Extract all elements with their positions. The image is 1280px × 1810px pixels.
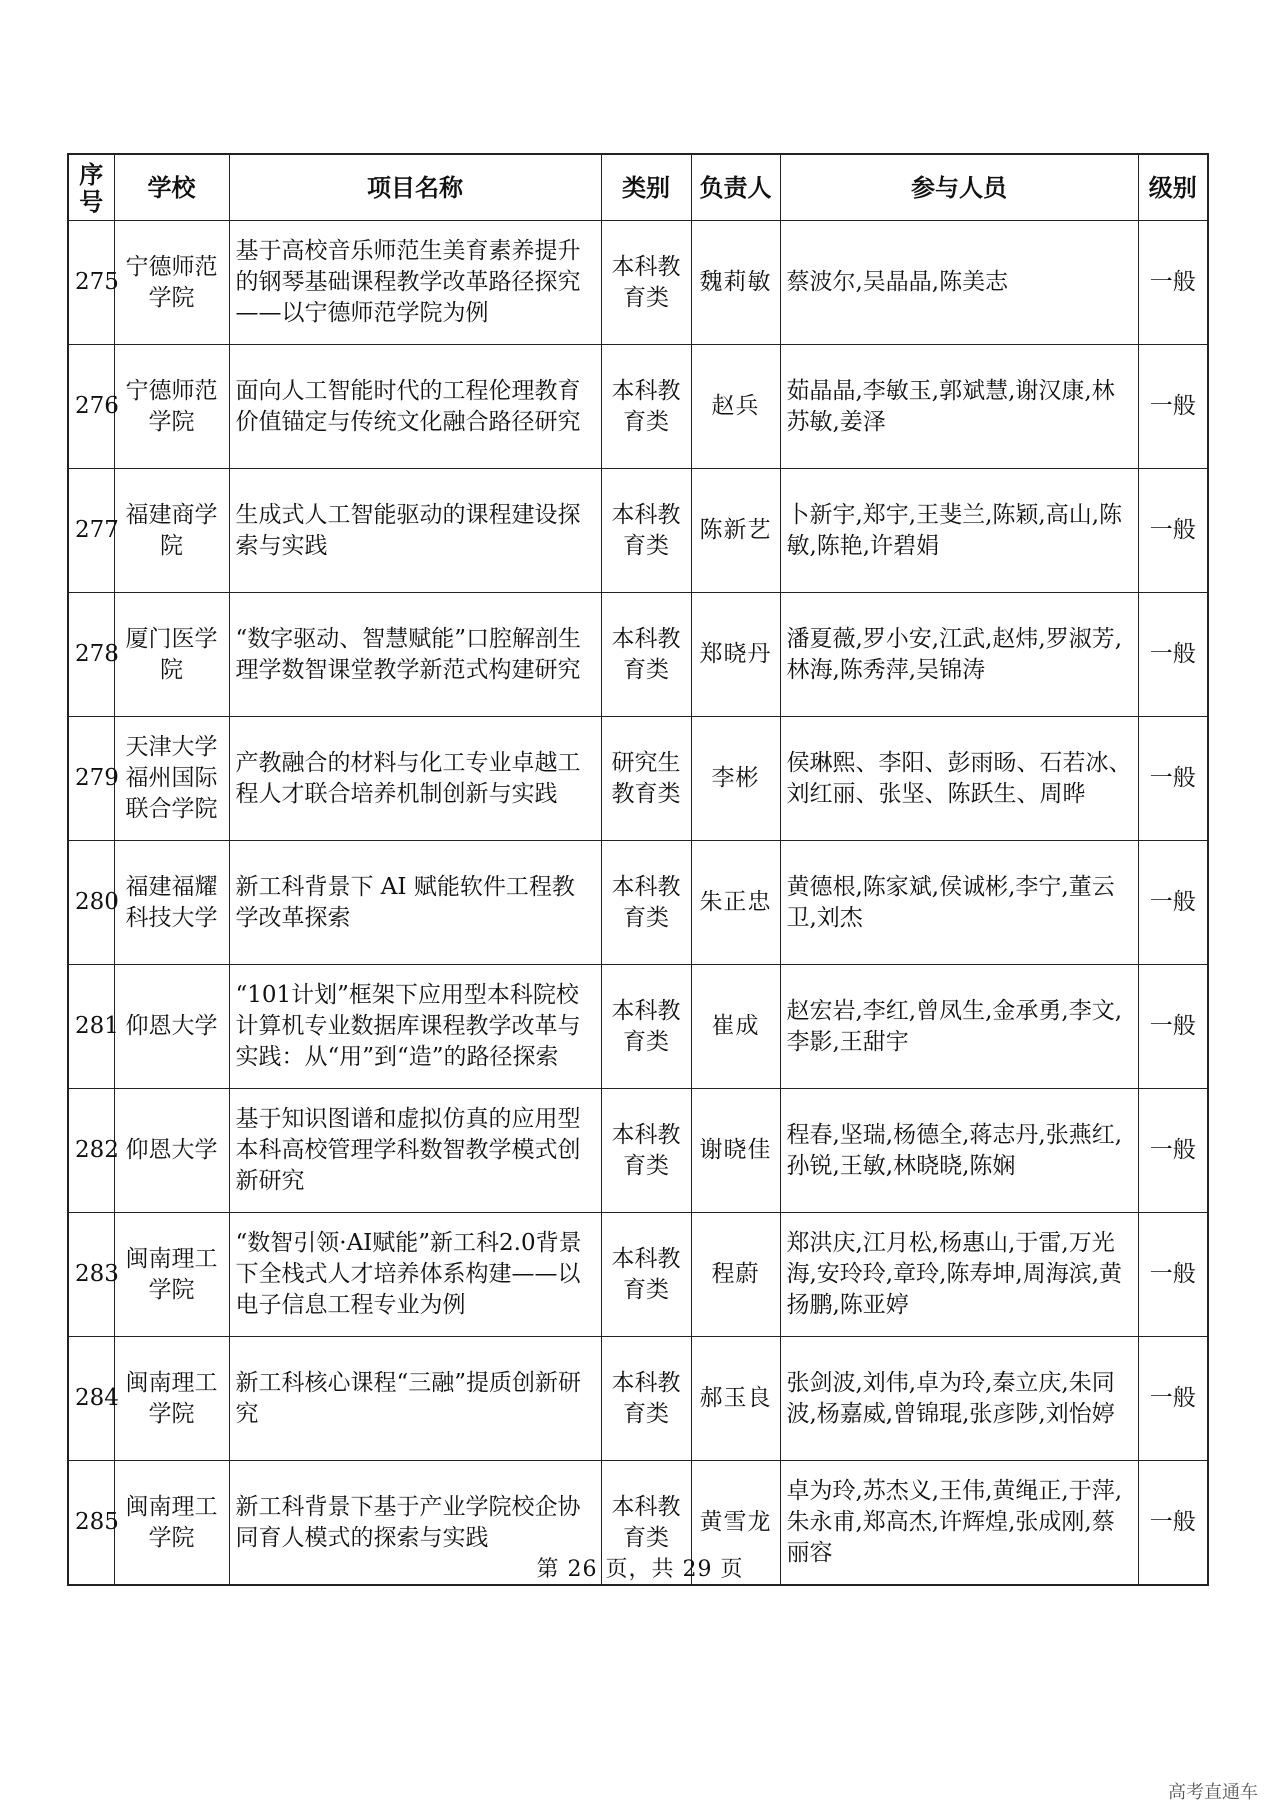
page-number: 第 26 页，共 29 页 (536, 1557, 744, 1582)
cell-members: 张剑波,刘伟,卓为玲,秦立庆,朱同波,杨嘉威,曾锦琨,张彦陟,刘怡婷 (780, 1337, 1138, 1461)
cell-leader: 魏莉敏 (691, 221, 780, 345)
cell-seq: 284 (68, 1337, 114, 1461)
table-row (68, 965, 1208, 1089)
cell-members: 黄德根,陈家斌,侯诚彬,李宁,董云卫,刘杰 (780, 841, 1138, 965)
cell-school: 闽南理工学院 (114, 1461, 229, 1586)
header-leader: 负责人 (691, 154, 780, 221)
cell-title: 新工科背景下 AI 赋能软件工程教学改革探索 (229, 841, 601, 965)
cell-category: 本科教育类 (601, 841, 691, 965)
cell-members: 卓为玲,苏杰义,王伟,黄绳正,于萍,朱永甫,郑高杰,许辉煌,张成刚,蔡丽容 (780, 1461, 1138, 1586)
cell-category: 本科教育类 (601, 965, 691, 1089)
cell-category: 本科教育类 (601, 469, 691, 593)
cell-leader: 谢晓佳 (691, 1089, 780, 1213)
cell-title: 产教融合的材料与化工专业卓越工程人才联合培养机制创新与实践 (229, 717, 601, 841)
cell-seq: 278 (68, 593, 114, 717)
cell-category: 本科教育类 (601, 1461, 691, 1586)
cell-category: 本科教育类 (601, 1213, 691, 1337)
cell-leader: 陈新艺 (691, 469, 780, 593)
header-members: 参与人员 (780, 154, 1138, 221)
cell-level: 一般 (1138, 965, 1208, 1089)
cell-members: 潘夏薇,罗小安,江武,赵炜,罗淑芳,林海,陈秀萍,吴锦涛 (780, 593, 1138, 717)
cell-leader: 郑晓丹 (691, 593, 780, 717)
cell-category: 本科教育类 (601, 1089, 691, 1213)
cell-title: “数字驱动、智慧赋能”口腔解剖生理学数智课堂教学新范式构建研究 (229, 593, 601, 717)
table-row (68, 717, 1208, 841)
cell-seq: 276 (68, 345, 114, 469)
cell-leader: 郝玉良 (691, 1337, 780, 1461)
header-row (68, 154, 1208, 221)
cell-category: 本科教育类 (601, 1337, 691, 1461)
cell-level: 一般 (1138, 1337, 1208, 1461)
cell-level: 一般 (1138, 593, 1208, 717)
cell-seq: 275 (68, 221, 114, 345)
cell-seq: 285 (68, 1461, 114, 1586)
cell-level: 一般 (1138, 841, 1208, 965)
cell-seq: 283 (68, 1213, 114, 1337)
cell-school: 福建商学院 (114, 469, 229, 593)
cell-seq: 282 (68, 1089, 114, 1213)
cell-leader: 赵兵 (691, 345, 780, 469)
cell-school: 宁德师范学院 (114, 221, 229, 345)
cell-level: 一般 (1138, 345, 1208, 469)
cell-leader: 朱正忠 (691, 841, 780, 965)
cell-members: 赵宏岩,李红,曾凤生,金承勇,李文,李影,王甜宇 (780, 965, 1138, 1089)
cell-leader: 程蔚 (691, 1213, 780, 1337)
cell-category: 本科教育类 (601, 221, 691, 345)
cell-school: 仰恩大学 (114, 965, 229, 1089)
table-row (68, 1213, 1208, 1337)
cell-members: 茹晶晶,李敏玉,郭斌慧,谢汉康,林苏敏,姜泽 (780, 345, 1138, 469)
cell-leader: 黄雪龙 (691, 1461, 780, 1586)
cell-title: 新工科核心课程“三融”提质创新研究 (229, 1337, 601, 1461)
cell-level: 一般 (1138, 469, 1208, 593)
cell-school: 厦门医学院 (114, 593, 229, 717)
cell-title: 基于高校音乐师范生美育素养提升的钢琴基础课程教学改革路径探究——以宁德师范学院为例 (229, 221, 601, 345)
cell-title: 生成式人工智能驱动的课程建设探索与实践 (229, 469, 601, 593)
cell-level: 一般 (1138, 717, 1208, 841)
project-table (67, 153, 1209, 1586)
cell-seq: 280 (68, 841, 114, 965)
cell-school: 福建福耀科技大学 (114, 841, 229, 965)
table-row (68, 469, 1208, 593)
header-school: 学校 (114, 154, 229, 221)
cell-leader: 崔成 (691, 965, 780, 1089)
cell-title: “数智引领·AI赋能”新工科2.0背景下全栈式人才培养体系构建——以电子信息工程专业为例 (229, 1213, 601, 1337)
cell-level: 一般 (1138, 221, 1208, 345)
cell-members: 侯琳熙、李阳、彭雨旸、石若冰、刘红丽、张坚、陈跃生、周晔 (780, 717, 1138, 841)
cell-school: 闽南理工学院 (114, 1337, 229, 1461)
table-row (68, 1337, 1208, 1461)
cell-school: 闽南理工学院 (114, 1213, 229, 1337)
cell-members: 卜新宇,郑宇,王斐兰,陈颖,高山,陈敏,陈艳,许碧娟 (780, 469, 1138, 593)
table-header (68, 154, 1208, 221)
header-category: 类别 (601, 154, 691, 221)
cell-members: 程春,坚瑞,杨德全,蒋志丹,张燕红,孙锐,王敏,林晓晓,陈娴 (780, 1089, 1138, 1213)
table-row (68, 1089, 1208, 1213)
table-row (68, 593, 1208, 717)
cell-school: 天津大学福州国际联合学院 (114, 717, 229, 841)
cell-title: 新工科背景下基于产业学院校企协同育人模式的探索与实践 (229, 1461, 601, 1586)
watermark-text: 高考直通车 (1168, 1782, 1258, 1803)
cell-school: 仰恩大学 (114, 1089, 229, 1213)
cell-members: 郑洪庆,江月松,杨惠山,于雷,万光海,安玲玲,章玲,陈寿坤,周海滨,黄扬鹏,陈亚婷 (780, 1213, 1138, 1337)
table-body (68, 221, 1208, 1586)
cell-school: 宁德师范学院 (114, 345, 229, 469)
header-level: 级别 (1138, 154, 1208, 221)
cell-category: 本科教育类 (601, 345, 691, 469)
cell-level: 一般 (1138, 1089, 1208, 1213)
cell-title: 基于知识图谱和虚拟仿真的应用型本科高校管理学科数智教学模式创新研究 (229, 1089, 601, 1213)
cell-seq: 279 (68, 717, 114, 841)
cell-title: 面向人工智能时代的工程伦理教育价值锚定与传统文化融合路径研究 (229, 345, 601, 469)
cell-level: 一般 (1138, 1461, 1208, 1586)
header-seq: 序号 (68, 154, 114, 221)
header-title: 项目名称 (229, 154, 601, 221)
cell-category: 本科教育类 (601, 593, 691, 717)
cell-category: 研究生教育类 (601, 717, 691, 841)
cell-seq: 277 (68, 469, 114, 593)
table-row (68, 221, 1208, 345)
table-row (68, 841, 1208, 965)
cell-members: 蔡波尔,吴晶晶,陈美志 (780, 221, 1138, 345)
cell-seq: 281 (68, 965, 114, 1089)
cell-level: 一般 (1138, 1213, 1208, 1337)
cell-leader: 李彬 (691, 717, 780, 841)
table-row (68, 345, 1208, 469)
cell-title: “101计划”框架下应用型本科院校计算机专业数据库课程教学改革与实践：从“用”到“造”的路径探索 (229, 965, 601, 1089)
